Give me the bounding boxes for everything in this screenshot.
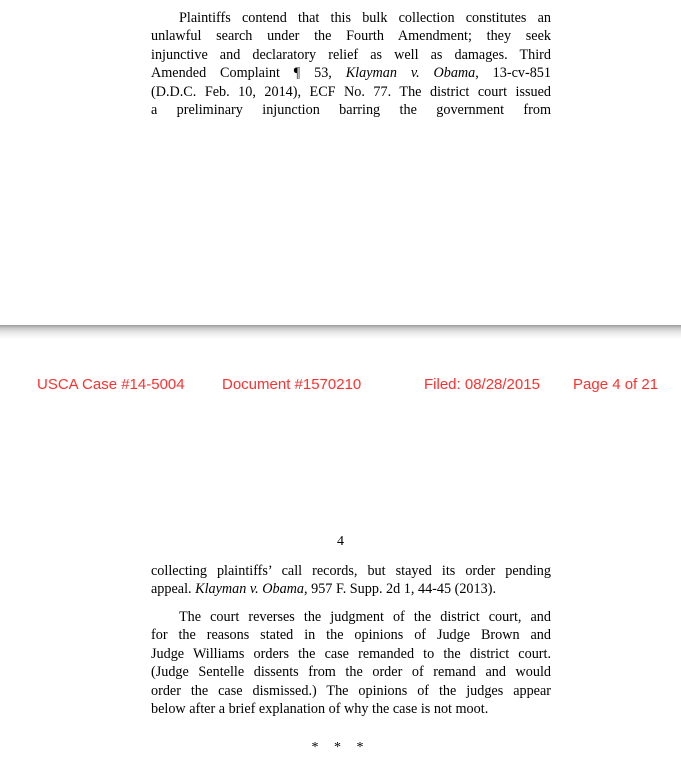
text-segment: Amended Complaint ¶ 53,: [151, 65, 332, 82]
text-segment: appeal.: [151, 581, 196, 598]
document-number: Document #1570210: [222, 376, 362, 393]
text-line: a preliminary injunction barring the government from: [151, 102, 551, 119]
text-line: [151, 580, 551, 598]
text-line: [151, 64, 551, 82]
section-separator: * * *: [311, 740, 370, 755]
text-line: order the case dismissed.) The opinions of the judges appear: [151, 682, 551, 699]
page-count: Page 4 of 21: [573, 376, 659, 393]
case-citation: Klayman v. Obama: [195, 581, 305, 598]
text-line: collecting plaintiffs’ call records, but stayed its order pending: [151, 563, 551, 579]
text-line: below after a brief explanation of why the case is not moot.: [151, 701, 489, 718]
text-line: The court reverses the judgment of the district court, and: [179, 609, 551, 625]
case-number: USCA Case #14-5004: [37, 376, 185, 393]
filing-header: [0, 376, 681, 396]
text-line: injunctive and declaratory relief as well as damages. Third: [151, 46, 551, 63]
page-break-divider: [0, 325, 681, 339]
page-number: 4: [337, 534, 344, 549]
text-line: unlawful search under the Fourth Amendment; they seek: [151, 28, 551, 45]
text-segment: , 13-cv-851: [475, 65, 551, 82]
text-line: Judge Williams orders the case remanded to the district court.: [151, 645, 551, 662]
filed-date: Filed: 08/28/2015: [424, 376, 540, 393]
case-citation: Klayman v. Obama: [345, 65, 476, 82]
bottom-paragraph-2: [151, 608, 551, 718]
text-line: (Judge Sentelle dissents from the order of remand and would: [151, 664, 551, 681]
top-paragraph: [151, 9, 551, 119]
text-line: Plaintiffs contend that this bulk collection constitutes an: [179, 10, 551, 26]
bottom-paragraph-1: [151, 562, 551, 599]
text-line: for the reasons stated in the opinions of Judge Brown and: [151, 627, 551, 644]
text-segment: , 957 F. Supp. 2d 1, 44-45 (2013).: [304, 581, 496, 598]
text-line: (D.D.C. Feb. 10, 2014), ECF No. 77. The district court issued: [151, 83, 551, 100]
